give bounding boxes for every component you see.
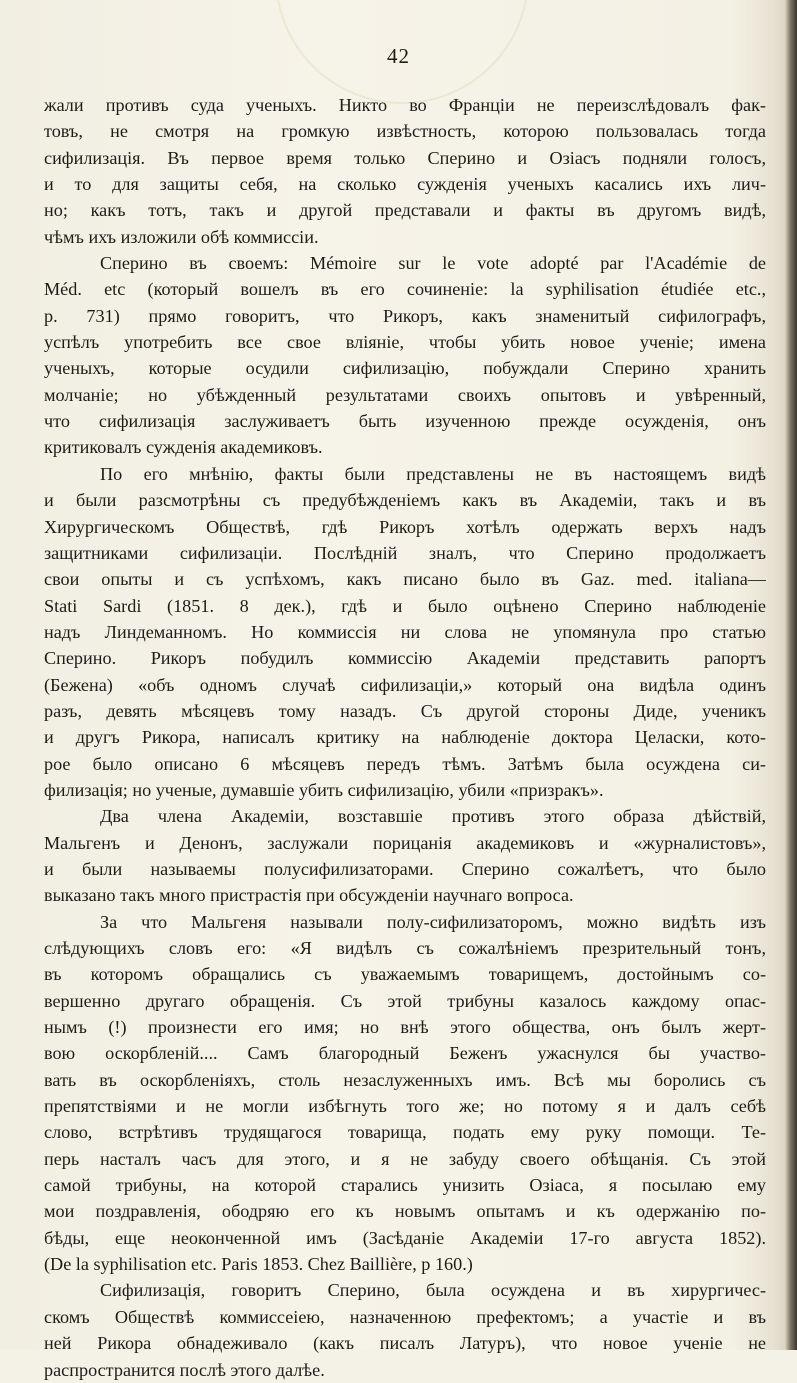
text-line: но; какъ тотъ, такъ и другой представали и факты въ другомъ видѣ, (44, 200, 766, 221)
paragraph (44, 92, 766, 250)
text-line: препятствіями и не могли избѣгнуть того же; но потому я и далъ себѣ (44, 1096, 766, 1117)
paragraph (44, 803, 766, 908)
text-line: По его мнѣнію, факты были представлены не въ настоящемъ видѣ (100, 463, 766, 484)
text-line: и другъ Рикора, написалъ критику на наблюденіе доктора Целаски, кото- (44, 727, 766, 748)
text-line: и были называемы полусифилизаторами. Сперино сожалѣетъ, что было (44, 858, 766, 879)
paragraph (44, 909, 766, 1278)
text-line: (De la syphilisation etc. Paris 1853. Chez Baillière, p 160.) (44, 1254, 473, 1275)
text-line: ученыхъ, которые осудили сифилизацію, побуждали Сперино хранить (44, 358, 766, 379)
text-line: Мальгенъ и Денонъ, заслужали порицанія академиковъ и «журналистовъ», (44, 832, 766, 853)
text-line: вать въ оскорбленіяхъ, столь незаслуженныхъ имъ. Всѣ мы боролись съ (44, 1069, 766, 1090)
text-line: успѣлъ употребить все свое вліяніе, чтобы убить новое ученіе; имена (44, 332, 766, 353)
paragraph (44, 1277, 766, 1382)
text-line: (Бежена) «объ одномъ случаѣ сифилизаціи,» который она видѣла одинъ (44, 674, 766, 695)
text-line: вою оскорбленій.... Самъ благородный Беженъ ужаснулся бы участво- (44, 1043, 766, 1064)
text-line: и то для защиты себя, на сколько сужденія ученыхъ касались ихъ лич- (44, 174, 766, 195)
page-number: 42 (387, 44, 410, 68)
text-line: свои опыты и съ успѣхомъ, какъ писано было въ Gaz. med. italiana— (44, 569, 766, 590)
text-line: слѣдующихъ словъ его: «Я видѣлъ съ сожалѣніемъ презрительный тонъ, (44, 938, 766, 958)
text-line: Сперино. Рикоръ побудилъ коммиссію Академіи представить рапортъ (44, 648, 766, 669)
text-line: товъ, не смотря на громкую извѣстность, которою пользовалась тогда (44, 121, 766, 142)
text-line: разъ, девять мѣсяцевъ тому назадъ. Съ другой стороны Диде, ученикъ (44, 700, 766, 721)
text-line: чѣмъ ихъ изложили обѣ коммиссіи. (44, 226, 319, 247)
text-line: сифилизація. Въ первое время только Сперино и Озіасъ подняли голосъ, (44, 147, 766, 168)
text-line: распространится послѣ этого далѣе. (44, 1359, 325, 1380)
text-line: въ которомъ обращались съ уважаемымъ товарищемъ, достойнымъ со- (44, 964, 766, 985)
text-line: Хирургическомъ Обществѣ, гдѣ Рикоръ хотѣлъ одержать верхъ надъ (44, 516, 766, 537)
text-line: защитниками сифилизаціи. Послѣдній зналъ, что Сперино продолжаетъ (44, 542, 766, 563)
text-line: надъ Линдеманномъ. Но коммиссія ни слова не упомянула про статью (44, 621, 766, 642)
text-line: вершенно другаго обращенія. Съ этой трибуны казалось каждому опас- (44, 990, 766, 1011)
text-line: рое было описано 6 мѣсяцевъ передъ тѣмъ. Затѣмъ была осуждена си- (44, 753, 766, 774)
text-line: выказано такъ много пристрастія при обсужденіи научнаго вопроса. (44, 885, 574, 906)
text-line: бѣды, еще неоконченной имъ (Засѣданіе Академіи 17-го августа 1852). (44, 1227, 766, 1248)
text-line: Stati Sardi (1851. 8 дек.), гдѣ и было оцѣнено Сперино наблюденіе (44, 595, 766, 616)
binding-edge (785, 0, 797, 1350)
text-line: что сифилизація заслуживаетъ быть изученною прежде осужденія, онъ (44, 411, 766, 432)
text-line: молчаніе; но убѣжденный результатами своихъ опытовъ и увѣренный, (44, 384, 766, 405)
text-line: мои поздравленія, ободряю его къ новымъ опытамъ и къ одержанію по- (44, 1201, 766, 1222)
text-line: слово, встрѣтивъ трудящагося товарища, подать ему руку помощи. Те- (44, 1122, 766, 1143)
text-line: жали противъ суда ученыхъ. Никто во Франціи не переизслѣдовалъ фак- (44, 95, 766, 115)
text-line: филизація; но ученые, думавшіе убить сифилизацію, убили «призракъ». (44, 779, 604, 800)
text-line: перь насталъ часъ для этого, и я не забуду своего обѣщанія. Съ этой (44, 1148, 766, 1169)
text-line: критиковалъ сужденія академиковъ. (44, 437, 323, 458)
text-line: Два члена Академіи, возставшіе противъ этого образа дѣйствій, (100, 806, 766, 827)
text-line: Сифилизація, говоритъ Сперино, была осуждена и въ хирургичес- (100, 1280, 766, 1301)
text-line: самой трибуны, на которой старались унизить Озіаса, я посылаю ему (44, 1175, 766, 1196)
text-line: Méd. etc (который вошелъ въ его сочиненіе: la syphilisation étudiée etc., (44, 279, 766, 300)
text-line: скомъ Обществѣ коммиссеіею, назначенною префектомъ; а участіе и въ (44, 1306, 766, 1327)
text-line: нымъ (!) произнести его имя; но внѣ этого общества, онъ былъ жерт- (44, 1017, 766, 1038)
text-line: p. 731) прямо говоритъ, что Рикоръ, какъ знаменитый сифилографъ, (44, 305, 766, 326)
text-line: ней Рикора обнадеживало (какъ писалъ Латуръ), что новое ученіе не (44, 1333, 766, 1354)
paragraph (44, 250, 766, 461)
text-line: Сперино въ своемъ: Mémoire sur le vote adopté par l'Académie de (100, 253, 766, 274)
body-text (44, 92, 766, 1383)
paragraph (44, 461, 766, 803)
text-line: и были разсмотрѣны съ предубѣжденіемъ какъ въ Академіи, такъ и въ (44, 490, 766, 511)
text-line: За что Мальгеня называли полу-сифилизаторомъ, можно видѣть изъ (100, 911, 766, 932)
